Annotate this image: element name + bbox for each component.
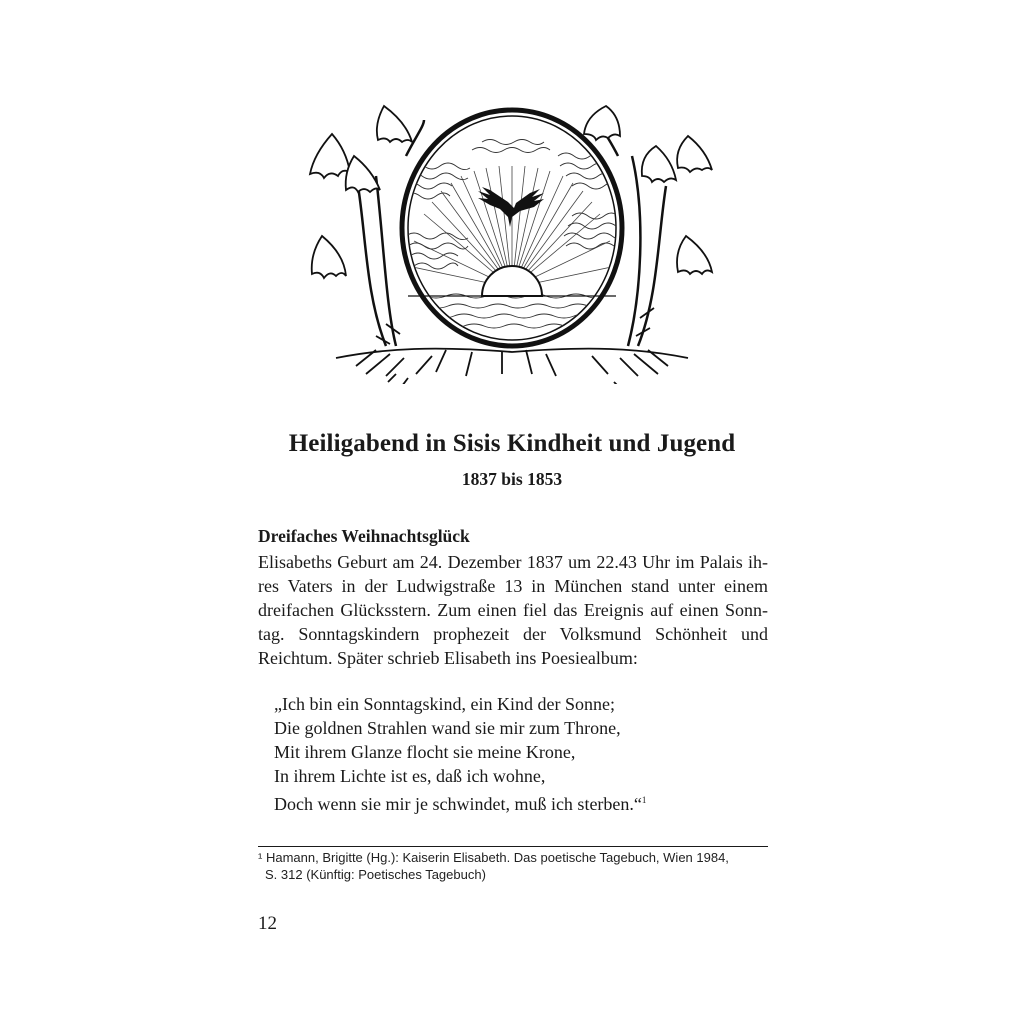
chapter-title: Heiligabend in Sisis Kindheit und Jugend	[288, 430, 736, 457]
poem-line: Doch wenn sie mir je schwindet, muß ich sterben.“	[274, 794, 642, 814]
bellflower-icon	[310, 106, 412, 278]
poem-line: Mit ihrem Glanze flocht sie meine Krone,	[274, 742, 576, 762]
section-heading: Dreifaches Weihnachtsglück	[258, 526, 470, 546]
paragraph-line: Elisabeths Geburt am 24. Dezember 1837 um 22.43 Uhr im Palais ih-	[258, 552, 768, 572]
poem-line-last	[274, 788, 646, 816]
poem-line: „Ich bin ein Sonntagskind, ein Kind der Sonne;	[274, 694, 615, 714]
cloud-bands	[404, 140, 622, 270]
poem-line: Die goldnen Strahlen wand sie mir zum Throne,	[274, 718, 621, 738]
poem-line: In ihrem Lichte ist es, daß ich wohne,	[274, 766, 546, 786]
footnote-marker: ¹	[258, 850, 263, 865]
bellflower-icon	[584, 106, 712, 274]
footnote-text-continued: S. 312 (Künftig: Poetisches Tagebuch)	[265, 867, 486, 882]
footnote-reference[interactable]: 1	[641, 795, 647, 805]
sunrise-oval	[402, 110, 626, 346]
footnote-line	[258, 849, 729, 867]
paragraph-line: dreifachen Glücksstern. Zum einen fiel das Ereignis auf einen Sonn-	[258, 600, 768, 620]
paragraph-line: tag. Sonntagskindern prophezeit der Volksmund Schönheit und	[258, 624, 768, 644]
paragraph-line: res Vaters in der Ludwigstraße 13 in München stand unter einem	[258, 576, 768, 596]
chapter-subtitle: 1837 bis 1853	[461, 469, 563, 489]
footnote-divider	[258, 846, 768, 847]
chapter-vignette-illustration	[296, 96, 728, 384]
paragraph-line: Reichtum. Später schrieb Elisabeth ins Poesiealbum:	[258, 648, 638, 668]
footnote-text: Hamann, Brigitte (Hg.): Kaiserin Elisabeth. Das poetische Tagebuch, Wien 1984,	[265, 850, 729, 865]
page-number: 12	[258, 913, 277, 934]
